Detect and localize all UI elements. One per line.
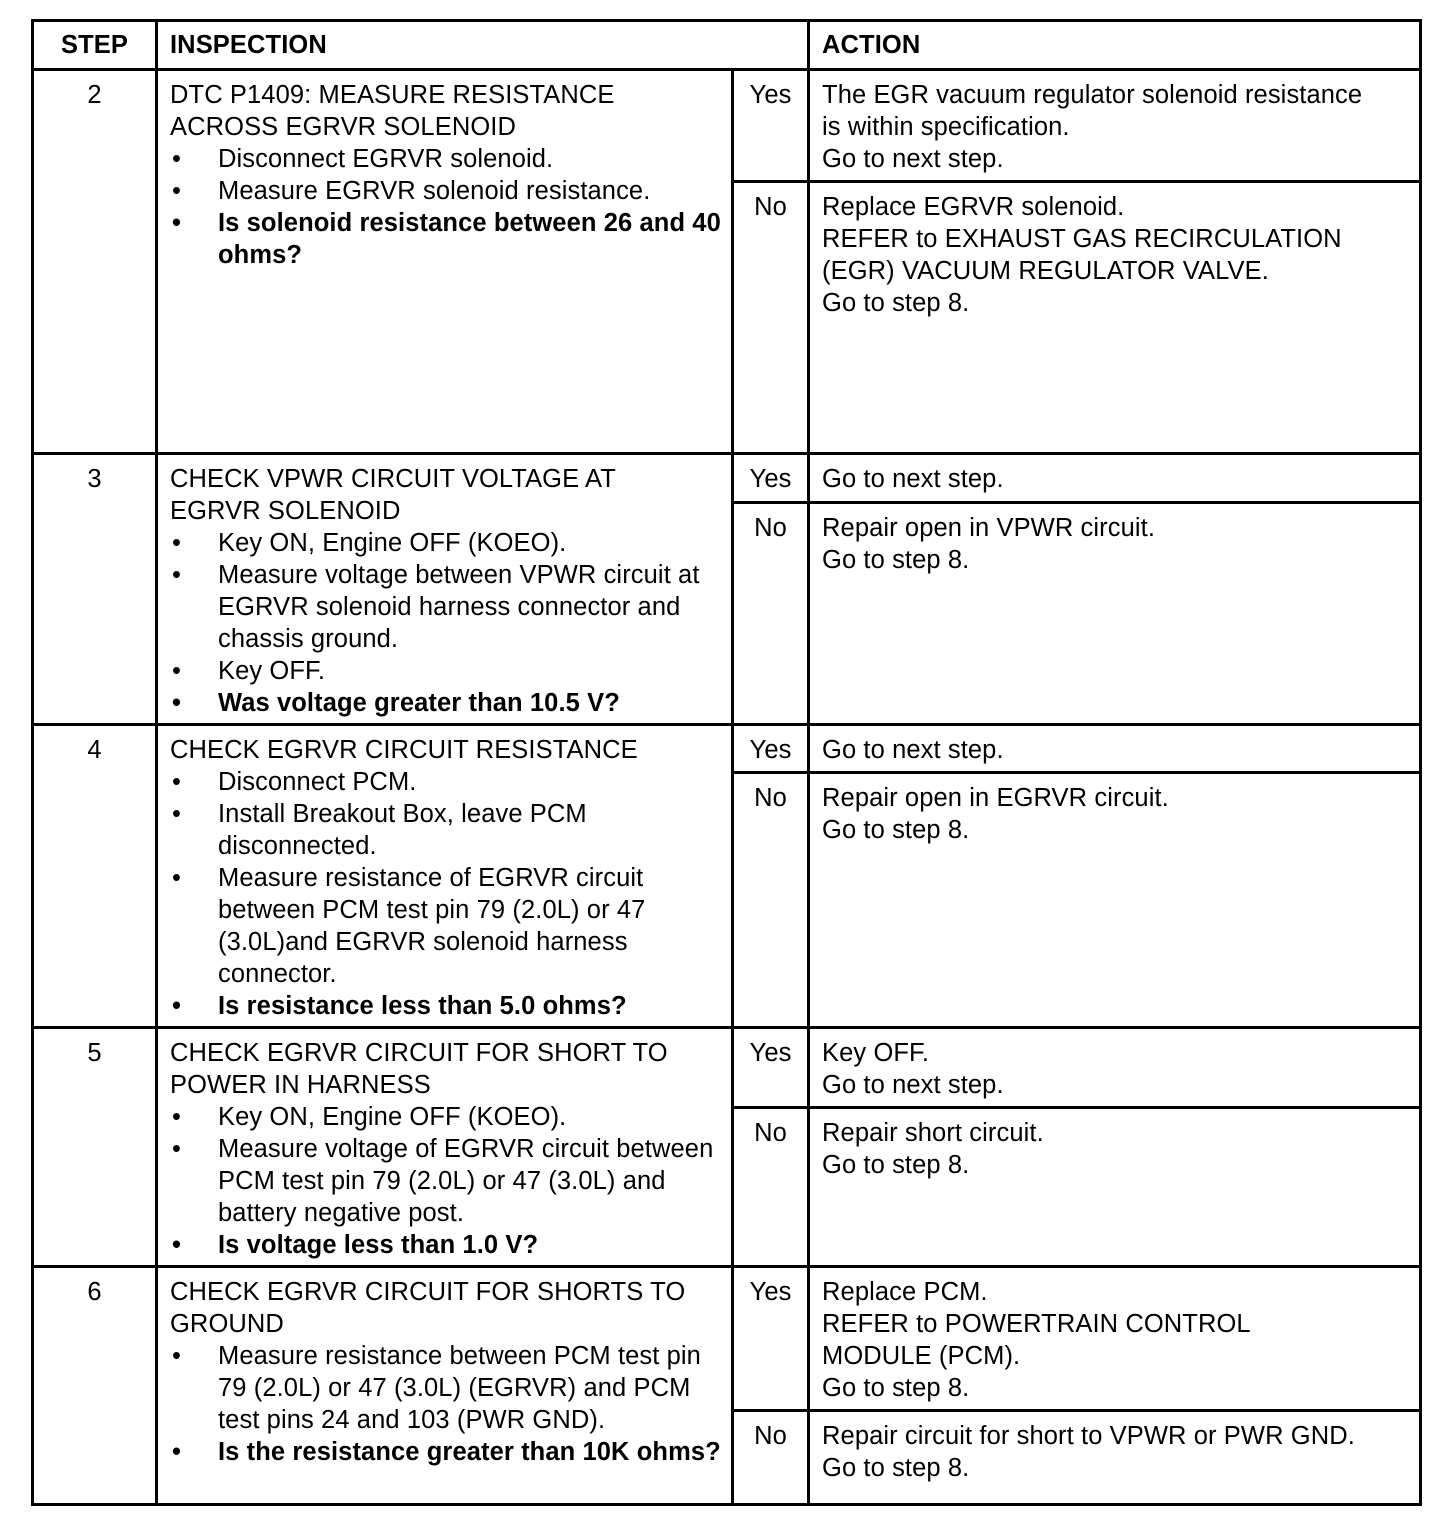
no-label: No — [733, 1411, 809, 1505]
action-line: Go to next step. — [822, 736, 1004, 764]
yes-action — [809, 1267, 1421, 1411]
inspection-bullet: • Key ON, Engine OFF (KOEO). — [170, 1101, 723, 1133]
inspection-cell — [157, 1267, 733, 1505]
action-line: Go to next step. — [822, 465, 1004, 493]
inspection-title-line: GROUND — [170, 1310, 284, 1338]
action-line: Go to step 8. — [822, 289, 970, 317]
inspection-title-line: CHECK EGRVR CIRCUIT RESISTANCE — [170, 736, 638, 764]
action-line: Key OFF. — [822, 1039, 930, 1067]
action-line: REFER to EXHAUST GAS RECIRCULATION — [822, 225, 1342, 253]
no-action — [809, 1107, 1421, 1266]
yes-action — [809, 1028, 1421, 1108]
inspection-bullet: • Install Breakout Box, leave PCM disconnected. — [170, 798, 723, 862]
inspection-bullet: • Measure resistance of EGRVR circuit between PCM test pin 79 (2.0L) or 47 (3.0L)and EGRVR solenoid harness connector. — [170, 862, 723, 990]
step-number: 4 — [33, 725, 157, 1028]
header-action: ACTION — [809, 21, 1421, 70]
yes-label: Yes — [733, 1028, 809, 1108]
no-label: No — [733, 773, 809, 1028]
action-line: is within specification. — [822, 113, 1070, 141]
no-action — [809, 773, 1421, 1028]
action-line: (EGR) VACUUM REGULATOR VALVE. — [822, 257, 1269, 285]
yes-label: Yes — [733, 454, 809, 503]
action-line: Go to step 8. — [822, 1150, 970, 1179]
step-row-yes — [33, 70, 1421, 182]
diagnostic-table — [31, 19, 1422, 1506]
inspection-bullet: • Disconnect PCM. — [170, 766, 723, 798]
action-line: The EGR vacuum regulator solenoid resistance — [822, 81, 1363, 109]
header-row — [33, 21, 1421, 70]
action-line: REFER to POWERTRAIN CONTROL — [822, 1310, 1251, 1338]
inspection-title-line: DTC P1409: MEASURE RESISTANCE — [170, 81, 615, 109]
action-line: Go to step 8. — [822, 1454, 970, 1482]
inspection-question: • Is the resistance greater than 10K ohms? — [170, 1436, 723, 1468]
inspection-cell — [157, 725, 733, 1028]
action-line: Repair circuit for short to VPWR or PWR GND. — [822, 1422, 1355, 1450]
action-line: Replace EGRVR solenoid. — [822, 193, 1125, 221]
yes-action — [809, 70, 1421, 182]
action-line: Repair short circuit. — [822, 1118, 1044, 1147]
inspection-question: • Is voltage less than 1.0 V? — [170, 1229, 723, 1261]
inspection-question: • Was voltage greater than 10.5 V? — [170, 687, 723, 719]
yes-label: Yes — [733, 725, 809, 773]
inspection-bullets — [170, 527, 723, 719]
step-number: 2 — [33, 70, 157, 454]
action-line: Go to step 8. — [822, 545, 970, 574]
inspection-bullet: • Key OFF. — [170, 655, 723, 687]
inspection-bullet: • Key ON, Engine OFF (KOEO). — [170, 527, 723, 559]
inspection-title-line: CHECK EGRVR CIRCUIT FOR SHORT TO — [170, 1039, 668, 1067]
step-row-yes — [33, 1267, 1421, 1411]
inspection-bullets — [170, 1340, 723, 1468]
inspection-bullets — [170, 1101, 723, 1261]
action-line: Go to step 8. — [822, 816, 970, 845]
inspection-title-line: EGRVR SOLENOID — [170, 497, 401, 525]
header-step: STEP — [33, 21, 157, 70]
inspection-bullet: • Measure EGRVR solenoid resistance. — [170, 175, 723, 207]
action-line: Repair open in EGRVR circuit. — [822, 784, 1169, 813]
step-number: 6 — [33, 1267, 157, 1505]
inspection-question: • Is resistance less than 5.0 ohms? — [170, 990, 723, 1022]
inspection-title-line: POWER IN HARNESS — [170, 1071, 431, 1099]
no-action — [809, 1411, 1421, 1505]
header-inspection: INSPECTION — [157, 21, 809, 70]
inspection-title-line: CHECK EGRVR CIRCUIT FOR SHORTS TO — [170, 1278, 686, 1306]
inspection-bullet: • Disconnect EGRVR solenoid. — [170, 143, 723, 175]
no-label: No — [733, 182, 809, 454]
no-label: No — [733, 502, 809, 724]
step-row-yes — [33, 725, 1421, 773]
inspection-bullet: • Measure resistance between PCM test pin 79 (2.0L) or 47 (3.0L) (EGRVR) and PCM test pins 24 and 103 (PWR GND). — [170, 1340, 723, 1436]
action-line: Repair open in VPWR circuit. — [822, 513, 1156, 542]
no-action — [809, 502, 1421, 724]
inspection-bullets — [170, 143, 723, 271]
action-line: Go to next step. — [822, 145, 1004, 173]
inspection-bullets — [170, 766, 723, 1022]
yes-action — [809, 725, 1421, 773]
action-line: Replace PCM. — [822, 1278, 988, 1306]
yes-label: Yes — [733, 70, 809, 182]
inspection-cell — [157, 70, 733, 454]
inspection-cell — [157, 454, 733, 725]
inspection-cell — [157, 1028, 733, 1267]
action-line: Go to next step. — [822, 1071, 1004, 1099]
action-line: MODULE (PCM). — [822, 1342, 1021, 1370]
no-label: No — [733, 1107, 809, 1266]
yes-action — [809, 454, 1421, 503]
yes-label: Yes — [733, 1267, 809, 1411]
step-row-yes — [33, 454, 1421, 503]
no-action — [809, 182, 1421, 454]
step-row-yes — [33, 1028, 1421, 1108]
inspection-bullet: • Measure voltage of EGRVR circuit between PCM test pin 79 (2.0L) or 47 (3.0L) and battery negative post. — [170, 1133, 723, 1229]
inspection-title-line: ACROSS EGRVR SOLENOID — [170, 113, 516, 141]
step-number: 3 — [33, 454, 157, 725]
action-line: Go to step 8. — [822, 1374, 970, 1402]
inspection-question: • Is solenoid resistance between 26 and 40 ohms? — [170, 207, 723, 271]
inspection-bullet: • Measure voltage between VPWR circuit at EGRVR solenoid harness connector and chassis ground. — [170, 559, 723, 655]
step-number: 5 — [33, 1028, 157, 1267]
inspection-title-line: CHECK VPWR CIRCUIT VOLTAGE AT — [170, 465, 616, 493]
